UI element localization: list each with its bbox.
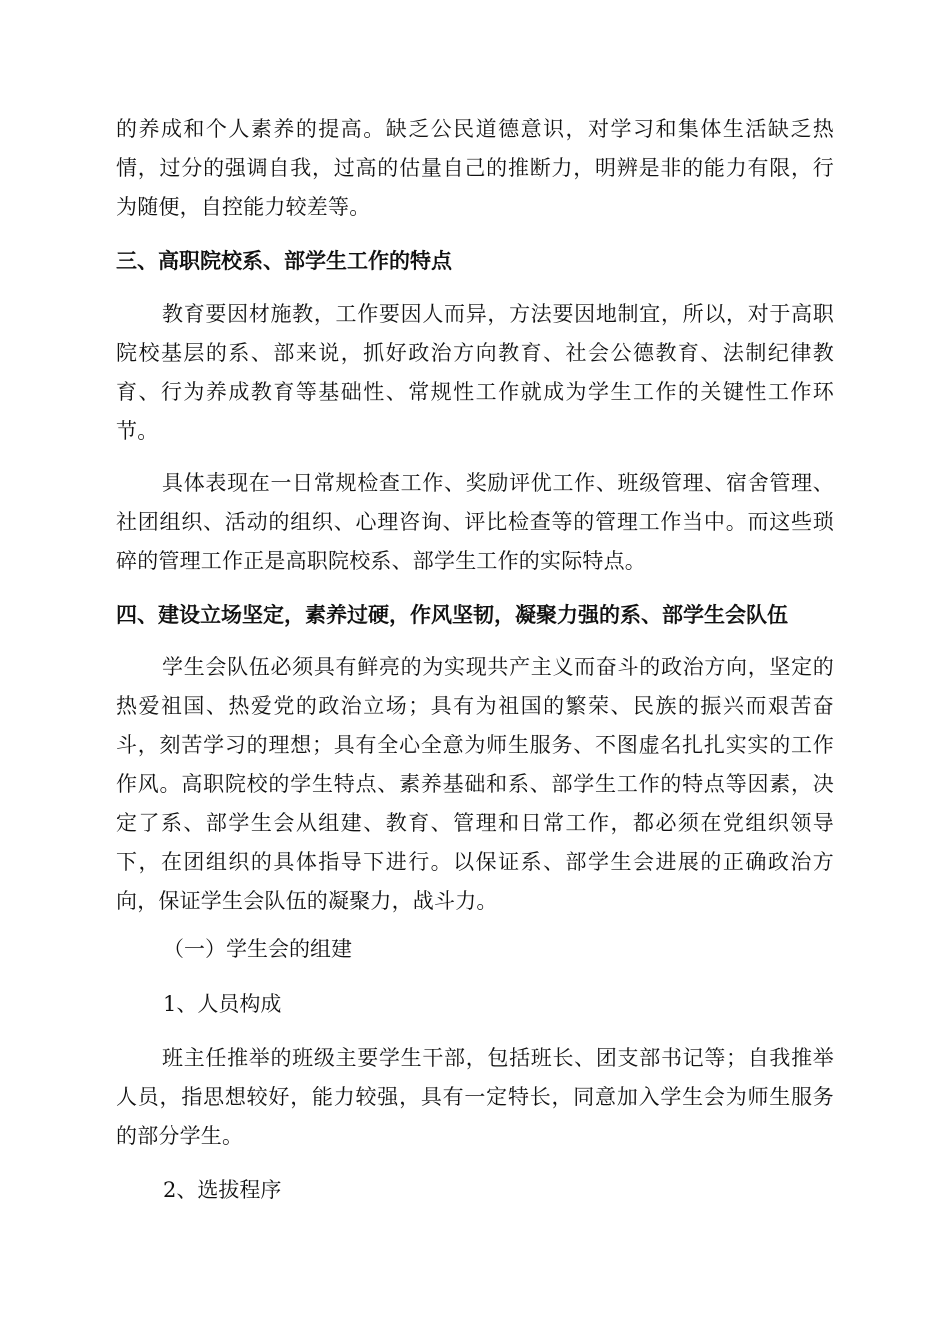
paragraph-student-union: 学生会队伍必须具有鲜亮的为实现共产主义而奋斗的政治方向，坚定的热爱祖国、热爱党的政治立场；具有为祖国的繁荣、民族的振兴而艰苦奋斗，刻苦学习的理想；具有全心全意为师生服务、不图虚名扎扎实实的工作作风。高职院校的学生特点、素养基础和系、部学生工作的特点等因素，决定了系、部学生会从组建、教育、管理和日常工作，都必须在党组织领导下，在团组织的具体指导下进行。以保证系、部学生会进展的正确政治方向，保证学生会队伍的凝聚力，战斗力。: [116, 655, 834, 913]
item-heading-1: 1、人员构成: [163, 992, 282, 1016]
paragraph-continuation: 的养成和个人素养的提高。缺乏公民道德意识，对学习和集体生活缺乏热情，过分的强调自我，过高的估量自己的推断力，明辨是非的能力有限，行为随便，自控能力较差等。: [116, 117, 834, 219]
paragraph-members: 班主任推举的班级主要学生干部，包括班长、团支部书记等；自我推举人员，指思想较好，能力较强，具有一定特长，同意加入学生会为师生服务的部分学生。: [116, 1046, 834, 1148]
section-heading-3: 三、高职院校系、部学生工作的特点: [116, 249, 452, 273]
paragraph-manifestation: 具体表现在一日常规检查工作、奖励评优工作、班级管理、宿舍管理、社团组织、活动的组织、心理咨询、评比检查等的管理工作当中。而这些琐碎的管理工作正是高职院校系、部学生工作的实际特点。: [116, 471, 834, 573]
paragraph-characteristics: 教育要因材施教，工作要因人而异，方法要因地制宜，所以，对于高职院校基层的系、部来说，抓好政治方向教育、社会公德教育、法制纪律教育、行为养成教育等基础性、常规性工作就成为学生工作的关键性工作环节。: [116, 302, 834, 443]
subsection-heading-1: （一）学生会的组建: [163, 937, 352, 961]
section-heading-4: 四、建设立场坚定，素养过硬，作风坚韧，凝聚力强的系、部学生会队伍: [116, 603, 788, 627]
item-heading-2: 2、选拔程序: [163, 1178, 282, 1202]
